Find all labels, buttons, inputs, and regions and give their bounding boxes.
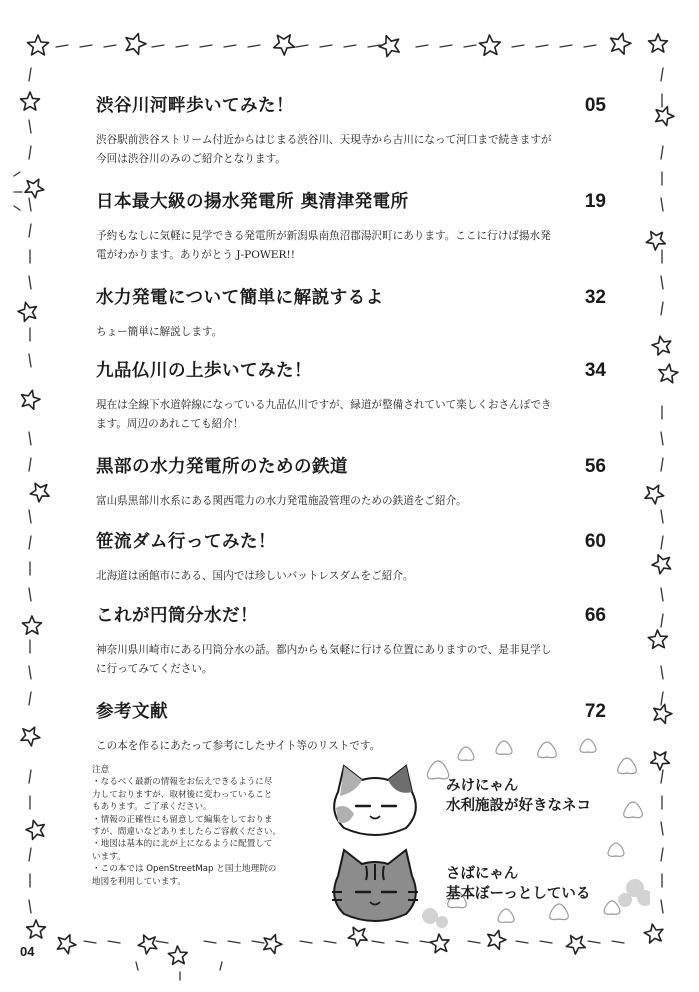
toc-entry-page: 60 <box>584 531 606 552</box>
notice-line: 地図を利用しています。 <box>92 876 186 887</box>
frame-dash <box>29 224 31 237</box>
description-line: この本を作るにあたって参考にしたサイト等のリストです。 <box>96 740 381 752</box>
notice-heading: 注意 <box>92 765 110 775</box>
frame-dash <box>661 900 663 913</box>
toc-entry-page: 66 <box>584 605 606 626</box>
frame-dash <box>661 146 663 159</box>
character-tagline: 基本ぼーっとしている <box>446 886 591 902</box>
description-line: 北海道は函館市にある、国内では珍しいバットレスダムをご紹介。 <box>96 570 414 582</box>
toc-entry-title: 水力発電について簡単に解説するよ <box>96 288 384 308</box>
frame-dash <box>29 666 31 679</box>
description-line: 神奈川県川崎市にある円筒分水の話。都内からも気軽に行ける位置にありますので、是非見学し <box>96 644 552 656</box>
frame-dash <box>661 666 663 679</box>
frame-star <box>22 390 41 409</box>
frame-dash <box>104 45 116 47</box>
frame-dash <box>661 198 663 211</box>
frame-dash <box>204 941 216 943</box>
frame-star <box>566 936 585 954</box>
toc-entry[interactable] <box>96 92 606 169</box>
description-line: 現在は全線下水道幹線になっている九品仏川ですが、緑道が整備されていて楽しくおさんぽでき <box>96 399 552 411</box>
description-line: に行ってみてください。 <box>96 663 213 675</box>
frame-dash <box>29 848 31 861</box>
notice-line: ・この本では OpenStreetMap と国土地理院の <box>92 864 277 875</box>
notice-line: もあります。ご了承ください。 <box>92 802 212 813</box>
toc-entry-page: 05 <box>584 95 606 116</box>
frame-dash <box>152 45 164 47</box>
frame-star <box>26 820 44 839</box>
frame-star <box>649 34 668 52</box>
frame-dash <box>29 536 31 549</box>
frame-dash <box>29 692 31 705</box>
description-line: ます。周辺のあれこても紹介！ <box>96 418 244 430</box>
character-name: みけにゃん <box>446 778 519 794</box>
frame-dash <box>248 45 260 47</box>
frame-dash <box>29 458 31 471</box>
toc-entry-page: 34 <box>584 360 606 381</box>
toc-entry-description <box>96 227 606 265</box>
frame-star <box>28 35 49 55</box>
frame-star <box>379 36 399 57</box>
frame-dash <box>661 510 663 523</box>
frame-dash <box>661 276 663 289</box>
toc-entry[interactable] <box>96 284 606 342</box>
notice-line: ・地図は基本的に北が上になるように配置して <box>92 839 273 850</box>
frame-dash <box>464 45 476 47</box>
frame-dash <box>584 45 596 47</box>
frame-dash <box>252 941 264 943</box>
frame-dash <box>29 432 31 445</box>
frame-star <box>648 630 667 648</box>
page-number: 04 <box>20 944 35 959</box>
frame-dash <box>29 770 31 783</box>
character-card-calico <box>446 776 591 816</box>
frame-star <box>126 34 146 55</box>
frame-dash <box>296 45 308 47</box>
frame-star <box>21 92 40 110</box>
frame-star <box>430 934 449 953</box>
frame-dash <box>29 900 31 913</box>
frame-star <box>25 179 44 198</box>
description-line: ちょー簡単に解説します。 <box>96 326 223 338</box>
frame-star <box>611 33 631 54</box>
frame-dash <box>200 45 212 47</box>
frame-dash <box>320 45 332 47</box>
frame-dash <box>29 120 31 133</box>
frame-star <box>30 483 49 502</box>
frame-dash <box>661 536 663 549</box>
frame-dash <box>14 172 20 176</box>
frame-dash <box>512 45 524 47</box>
frame-dash <box>56 45 68 47</box>
frame-star <box>654 704 672 723</box>
frame-dash <box>108 941 120 943</box>
frame-dash <box>156 941 168 943</box>
toc-entry-page: 56 <box>584 456 606 477</box>
frame-star <box>652 336 671 355</box>
frame-dash <box>176 45 188 47</box>
toc-entry-page: 72 <box>584 701 606 722</box>
frame-dash <box>540 941 552 943</box>
frame-star <box>656 107 674 126</box>
notice-line: ・なるべく最新の情報をお伝えできるように尽 <box>92 777 273 788</box>
description-line: 予約もなしに気軽に見学できる発電所が新潟県南魚沼郡湯沢町にあります。ここに行けば揚水発 <box>96 230 551 242</box>
frame-star <box>646 232 665 251</box>
frame-star <box>18 302 36 321</box>
toc-entry-description <box>96 396 606 434</box>
toc-entry-description <box>96 492 606 511</box>
toc-entry-description <box>96 567 606 586</box>
character-card-tabby <box>446 864 590 904</box>
toc-entry[interactable] <box>96 528 606 586</box>
toc-entry-title: 笹流ダム行ってみた！ <box>96 532 276 552</box>
frame-star <box>168 946 187 964</box>
toc-entry-page: 32 <box>584 287 606 308</box>
frame-star <box>22 616 41 634</box>
frame-star <box>488 930 506 949</box>
frame-dash <box>29 68 31 81</box>
notice-line: ・情報の正確性にも留意して編集をしておりま <box>92 814 273 825</box>
frame-dash <box>80 45 92 47</box>
frame-star <box>479 35 500 55</box>
character-name: さばにゃん <box>446 866 519 882</box>
frame-dash <box>612 941 624 943</box>
frame-dash <box>368 45 380 47</box>
frame-dash <box>661 588 663 601</box>
description-line: 電がわかります。ありがとう J-POWER!! <box>96 249 295 261</box>
frame-star <box>264 935 282 954</box>
description-line: 今回は渋谷川のみのご紹介となります。 <box>96 153 286 165</box>
frame-dash <box>29 198 31 211</box>
frame-dash <box>661 458 663 471</box>
toc-entry-title: 九品仏川の上歩いてみた！ <box>96 361 312 381</box>
notice-line: います。 <box>92 851 126 862</box>
frame-dash <box>29 146 31 159</box>
toc-entry-title: 参考文献 <box>96 702 168 722</box>
toc-entry[interactable] <box>96 453 606 511</box>
frame-dash <box>324 941 336 943</box>
calico-cat-illustration <box>326 762 424 840</box>
frame-dash <box>516 941 528 943</box>
frame-dash <box>661 432 663 445</box>
toc-entry-description <box>96 131 606 169</box>
toc-entry[interactable] <box>96 357 606 434</box>
frame-dash <box>440 45 452 47</box>
toc-entry[interactable] <box>96 602 606 679</box>
toc-entry-title: これが円筒分水だ！ <box>96 606 258 626</box>
frame-star <box>645 485 664 504</box>
frame-dash <box>661 770 663 783</box>
frame-dash <box>661 822 663 835</box>
frame-star <box>348 927 367 946</box>
frame-dash <box>29 588 31 601</box>
frame-star <box>659 364 678 383</box>
frame-dash <box>84 941 96 943</box>
description-line: 渋谷駅前渋谷ストリーム付近からはじまる渋谷川、天現寺から古川になって河口まで続きますが <box>96 134 552 146</box>
frame-dash <box>536 45 548 47</box>
frame-dash <box>396 941 408 943</box>
frame-dash <box>372 941 384 943</box>
frame-dash <box>14 206 20 210</box>
description-line: 富山県黒部川水系にある関西電力の水力発電施設管理のための鉄道をご紹介。 <box>96 495 467 507</box>
toc-entry-title: 黒部の水力発電所のための鉄道 <box>96 457 348 477</box>
frame-dash <box>468 941 480 943</box>
frame-star <box>21 727 40 746</box>
notice-block <box>92 764 320 888</box>
frame-dash <box>29 276 31 289</box>
toc-entry[interactable] <box>96 188 606 265</box>
toc-entry-title: 渋谷川河畔歩いてみた！ <box>96 96 294 116</box>
frame-dash <box>29 510 31 523</box>
frame-dash <box>661 848 663 861</box>
toc-entry-description <box>96 323 606 342</box>
frame-dash <box>300 941 312 943</box>
frame-dash <box>220 962 222 970</box>
toc-entry-description <box>96 641 606 679</box>
frame-dash <box>560 45 572 47</box>
notice-line: すが、間違いなどありましたらご容赦ください。 <box>92 827 282 838</box>
frame-star <box>138 935 157 954</box>
toc-entry-page: 19 <box>584 191 606 212</box>
frame-dash <box>588 941 600 943</box>
frame-star <box>27 920 46 938</box>
notice-line: 力しておりますが、取材後に変わっていること <box>92 789 273 800</box>
character-tagline: 水利施設が好きなネコ <box>446 798 591 814</box>
frame-dash <box>661 614 663 627</box>
frame-dash <box>661 692 663 705</box>
frame-star <box>274 35 295 55</box>
frame-dash <box>661 68 663 81</box>
frame-star <box>652 555 671 574</box>
frame-dash <box>416 45 428 47</box>
frame-dash <box>344 45 356 47</box>
frame-dash <box>136 962 138 970</box>
tabby-cat-illustration <box>326 846 424 926</box>
frame-dash <box>661 302 663 315</box>
frame-dash <box>29 354 31 367</box>
toc-entry-title: 日本最大級の揚水発電所 奥清津発電所 <box>96 192 409 212</box>
frame-star <box>57 935 76 954</box>
frame-dash <box>228 941 240 943</box>
frame-dash <box>224 45 236 47</box>
frame-star <box>651 752 670 770</box>
